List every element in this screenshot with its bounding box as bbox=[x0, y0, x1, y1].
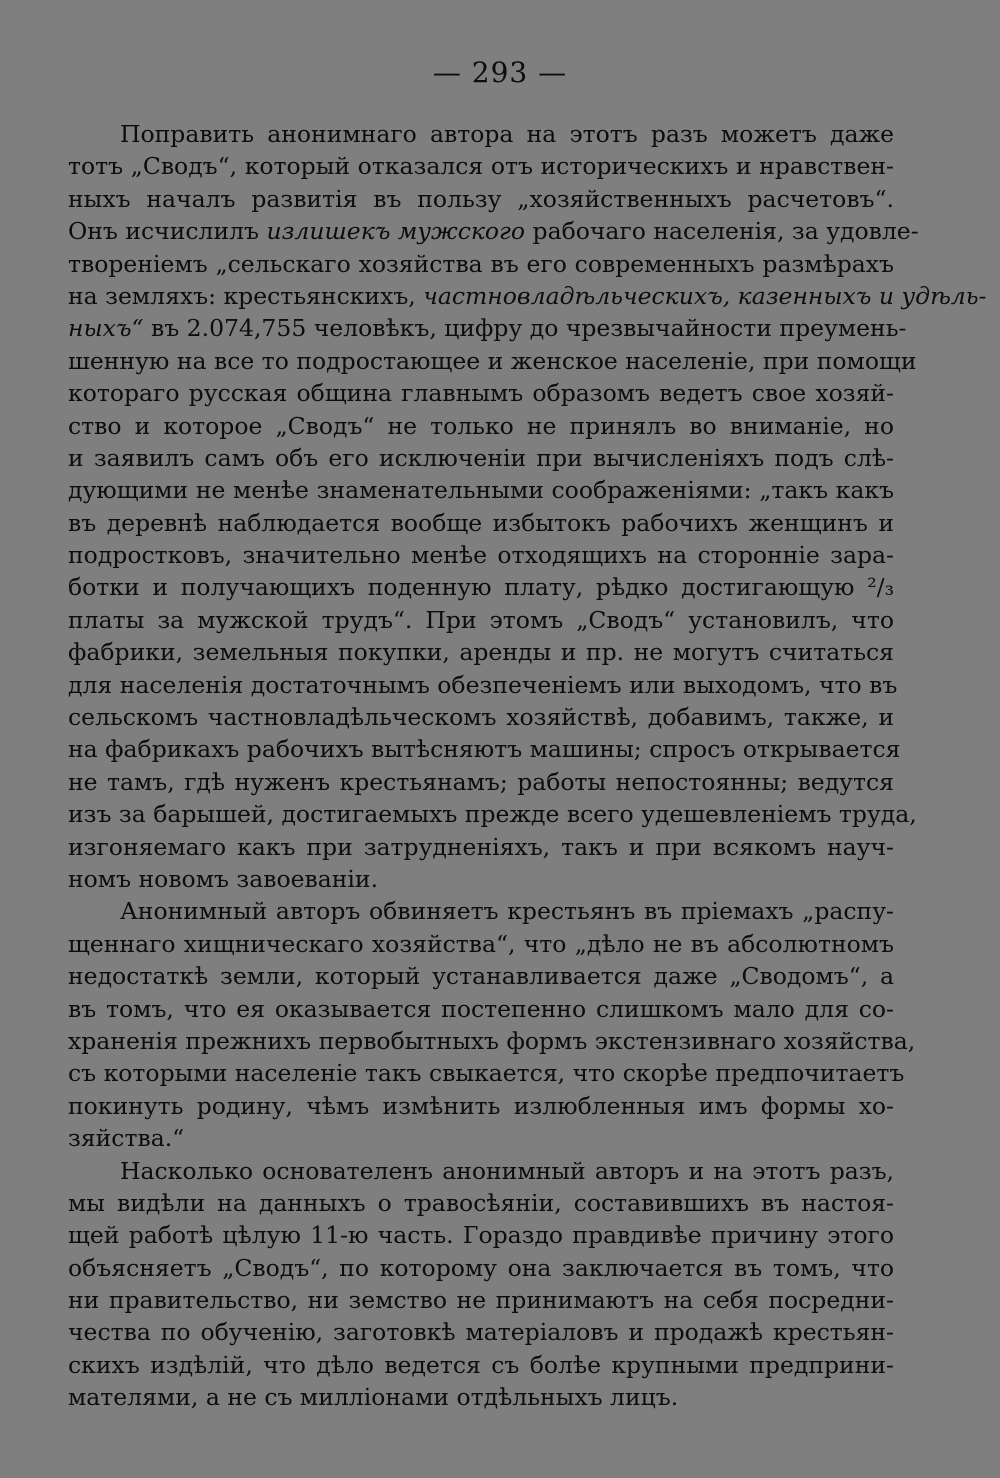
text-line: тотъ „Сводъ“, который отказался отъ историческихъ и нравствен- bbox=[68, 152, 894, 181]
text-line: не тамъ, гдѣ нуженъ крестьянамъ; работы непостоянны; ведутся bbox=[68, 767, 894, 796]
text-line: твореніемъ „сельскаго хозяйства въ его современныхъ размѣрахъ bbox=[68, 249, 894, 278]
text-line: изгоняемаго какъ при затрудненіяхъ, такъ и при всякомъ науч- bbox=[68, 832, 894, 861]
text-line: ни правительство, ни земство не принимаютъ на себя посредни- bbox=[68, 1286, 894, 1315]
text-segment: на земляхъ: крестьянскихъ, bbox=[68, 281, 424, 310]
text-line: шенную на все то подростающее и женское населеніе, при помощи bbox=[68, 346, 917, 375]
text-segment: Онъ исчислилъ bbox=[68, 217, 267, 246]
text-line bbox=[68, 280, 987, 312]
text-line: Поправить анонимнаго автора на этотъ разъ можетъ даже bbox=[120, 120, 894, 148]
italic-text: излишекъ мужского bbox=[266, 217, 526, 246]
text-line: и заявилъ самъ объ его исключеніи при вычисленіяхъ подъ слѣ- bbox=[68, 443, 894, 472]
text-line: изъ за барышей, достигаемыхъ прежде всего удешевленіемъ труда, bbox=[68, 800, 917, 829]
text-line: мы видѣли на данныхъ о травосѣяніи, составившихъ въ настоя- bbox=[68, 1188, 894, 1217]
text-line: щеннаго хищническаго хозяйства“, что „дѣло не въ абсолютномъ bbox=[68, 929, 894, 958]
text-line: въ деревнѣ наблюдается вообще избытокъ рабочихъ женщинъ и bbox=[68, 508, 894, 537]
text-line: Насколько основателенъ анонимный авторъ и на этотъ разъ, bbox=[120, 1156, 894, 1185]
text-line: Анонимный авторъ обвиняетъ крестьянъ въ пріемахъ „распу- bbox=[120, 897, 894, 926]
text-line: храненія прежнихъ первобытныхъ формъ экстензивнаго хозяйства, bbox=[68, 1026, 916, 1055]
text-line: покинуть родину, чѣмъ измѣнить излюбленныя имъ формы хо- bbox=[68, 1091, 894, 1120]
text-line: номъ новомъ завоеваніи. bbox=[68, 864, 379, 893]
text-line bbox=[68, 312, 907, 344]
text-line: ботки и получающихъ поденную плату, рѣдко достигающую ²/₃ bbox=[68, 573, 894, 602]
text-line: для населенія достаточнымъ обезпеченіемъ или выходомъ, что въ bbox=[68, 670, 898, 699]
text-segment: рабочаго населенія, за удовле- bbox=[525, 217, 919, 246]
text-line bbox=[68, 215, 919, 247]
text-line: скихъ издѣлій, что дѣло ведется съ болѣе крупными предприни- bbox=[68, 1350, 894, 1379]
text-segment: въ 2.074,755 человѣкъ, цифру до чрезвычайности преумень- bbox=[143, 314, 907, 343]
text-line: ныхъ началъ развитія въ пользу „хозяйственныхъ расчетовъ“. bbox=[68, 184, 894, 213]
text-line: котораго русская община главнымъ образомъ ведетъ свое хозяй- bbox=[68, 379, 894, 408]
text-line: зяйства.“ bbox=[68, 1124, 185, 1153]
text-line: мателями, а не съ милліонами отдѣльныхъ лицъ. bbox=[68, 1383, 679, 1412]
italic-text: частновладѣльческихъ, казенныхъ и удѣль- bbox=[423, 281, 987, 310]
text-line: съ которыми населеніе такъ свыкается, что скорѣе предпочитаетъ bbox=[68, 1059, 905, 1088]
italic-text: ныхъ“ bbox=[68, 314, 144, 343]
page-number: — 293 — bbox=[432, 56, 568, 89]
text-line: сельскомъ частновладѣльческомъ хозяйствѣ, добавимъ, также, и bbox=[68, 703, 894, 732]
text-line: ство и которое „Сводъ“ не только не принялъ во вниманіе, но bbox=[68, 411, 894, 440]
text-line: подростковъ, значительно менѣе отходящихъ на сторонніе зара- bbox=[68, 541, 894, 570]
text-line: фабрики, земельныя покупки, аренды и пр. не могутъ считаться bbox=[68, 638, 894, 667]
text-line: въ томъ, что ея оказывается постепенно слишкомъ мало для со- bbox=[68, 994, 894, 1023]
body-text bbox=[68, 118, 987, 1414]
text-line: на фабрикахъ рабочихъ вытѣсняютъ машины; спросъ открывается bbox=[68, 735, 901, 764]
text-line: объясняетъ „Сводъ“, по которому она заключается въ томъ, что bbox=[68, 1253, 894, 1282]
text-line: чества по обученію, заготовкѣ матеріаловъ и продажѣ крестьян- bbox=[68, 1318, 894, 1347]
text-line: платы за мужской трудъ“. При этомъ „Сводъ“ установилъ, что bbox=[68, 605, 894, 634]
text-line: недостаткѣ земли, который устанавливается даже „Сводомъ“, а bbox=[68, 962, 894, 991]
text-line: щей работѣ цѣлую 11-ю часть. Гораздо правдивѣе причину этого bbox=[68, 1221, 894, 1250]
text-line: дующими не менѣе знаменательными соображеніями: „такъ какъ bbox=[68, 476, 894, 505]
